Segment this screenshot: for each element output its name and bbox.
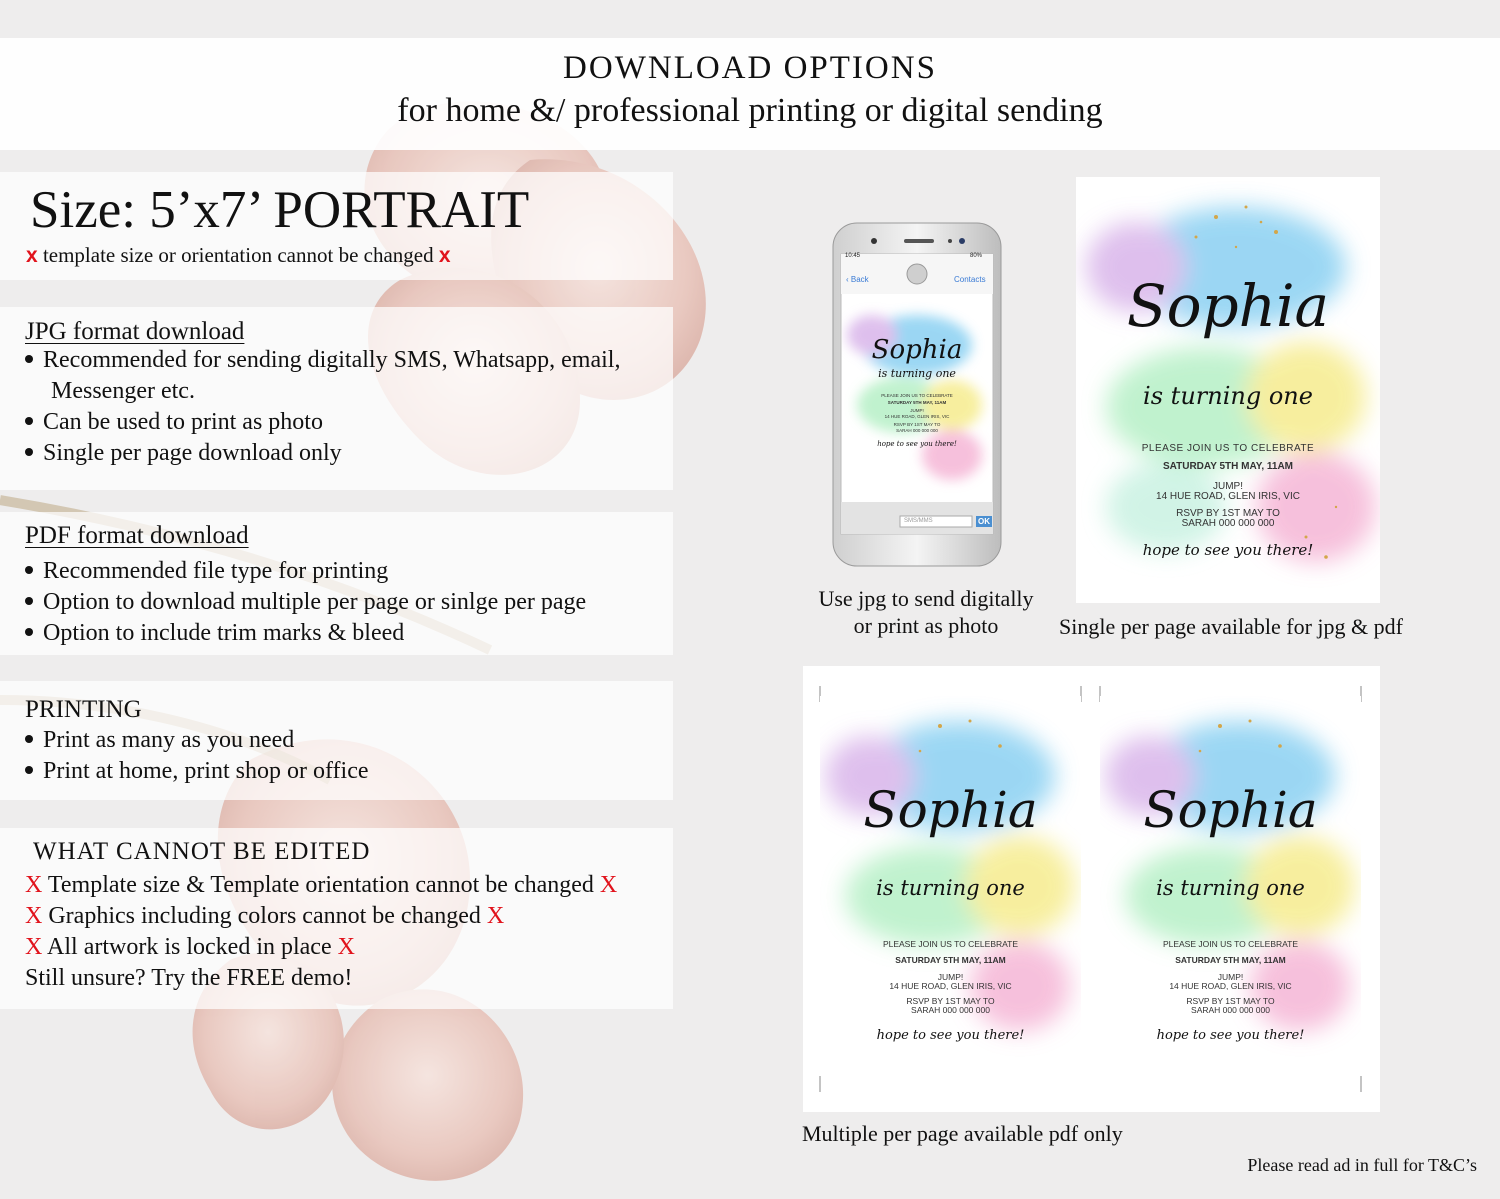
red-x-icon: X [25, 934, 43, 960]
bullet-icon [25, 355, 33, 363]
invitation-line: 14 HUE ROAD, GLEN IRIS, VIC [1169, 981, 1292, 991]
bullet-icon [25, 417, 33, 425]
invitation-line: PLEASE JOIN US TO CELEBRATE [881, 393, 953, 398]
list-item: Can be used to print as photo [25, 409, 323, 436]
cannot-edit-panel [0, 828, 673, 1009]
invitation-line: PLEASE JOIN US TO CELEBRATE [1162, 939, 1299, 949]
invitation-line: SATURDAY 5TH MAY, 11AM [895, 955, 1006, 965]
invitation-line: PLEASE JOIN US TO CELEBRATE [1141, 443, 1315, 454]
phone-ok-button[interactable]: OK [978, 517, 990, 526]
list-item: Recommended file type for printing [25, 558, 388, 585]
list-item: X All artwork is locked in place X [25, 934, 355, 960]
invitation-line: 14 HUE ROAD, GLEN IRIS, VIC [889, 981, 1012, 991]
single-caption: Single per page available for jpg & pdf [1059, 614, 1403, 639]
invitation-line: JUMP! [910, 408, 924, 413]
header-banner [0, 38, 1500, 150]
invitation-line: PLEASE JOIN US TO CELEBRATE [882, 939, 1019, 949]
list-item-continued: Messenger etc. [51, 378, 195, 404]
invitation-line: SARAH 000 000 000 [1191, 1005, 1270, 1015]
invitation-line: JUMP! [1213, 481, 1243, 492]
phone-invitation-preview [842, 295, 992, 501]
invitation-card [1100, 696, 1361, 1060]
invitation-line: RSVP BY 1ST MAY TO [893, 422, 941, 427]
cannot-edit-title: WHAT CANNOT BE EDITED [33, 838, 371, 865]
phone-mockup [832, 222, 1002, 567]
invitation-name: Sophia [863, 781, 1038, 839]
size-note [26, 243, 451, 268]
invitation-closing: hope to see you there! [877, 440, 957, 448]
list-item: Print as many as you need [25, 727, 294, 754]
phone-caption: Use jpg to send digitally or print as photo [818, 586, 1034, 638]
red-x-icon: X [486, 903, 505, 929]
invitation-line: RSVP BY 1ST MAY TO [1176, 508, 1280, 519]
phone-time: 10:45 [845, 253, 861, 259]
bullet-icon [25, 448, 33, 456]
size-note-text: template size or orientation cannot be changed [42, 243, 434, 267]
printing-panel [0, 681, 673, 800]
invitation-closing: hope to see you there! [876, 1028, 1025, 1043]
invitation-line: SATURDAY 5TH MAY, 11AM [1162, 461, 1294, 472]
invitation-closing: hope to see you there! [1156, 1028, 1305, 1043]
bullet-icon [25, 766, 33, 774]
red-x-icon: X [25, 903, 43, 929]
phone-battery: 80% [970, 253, 983, 259]
terms-note: Please read ad in full for T&C’s [1247, 1155, 1477, 1175]
invitation-line: 14 HUE ROAD, GLEN IRIS, VIC [1156, 491, 1300, 502]
multi-page-sheet [803, 666, 1380, 1112]
invitation-line: SATURDAY 5TH MAY, 11AM [887, 400, 947, 405]
bullet-icon [25, 566, 33, 574]
invitation-line: SARAH 000 000 000 [911, 1005, 990, 1015]
printing-title: PRINTING [25, 696, 142, 723]
list-item: Print at home, print shop or office [25, 758, 369, 785]
red-x-icon: X [337, 934, 355, 960]
list-item: Single per page download only [25, 440, 342, 467]
invitation-name: Sophia [871, 335, 963, 365]
bullet-icon [25, 628, 33, 636]
invitation-line: SARAH 000 000 000 [1181, 518, 1275, 529]
invitation-card [820, 696, 1081, 1060]
jpg-title: JPG format download [25, 318, 245, 345]
list-item: Option to download multiple per page or sinlge per page [25, 589, 586, 616]
red-x-icon: X [25, 872, 43, 898]
phone-contacts-button[interactable]: Contacts [954, 275, 986, 284]
red-x-icon: X [599, 872, 618, 898]
invitation-name: Sophia [1143, 781, 1318, 839]
invitation-subtitle: is turning one [1156, 876, 1305, 900]
invitation-line: 14 HUE ROAD, GLEN IRIS, VIC [884, 414, 950, 419]
single-invitation-card [1076, 177, 1380, 603]
watercolor-background [842, 295, 992, 501]
invitation-closing: hope to see you there! [1142, 541, 1314, 559]
multiple-caption: Multiple per page available pdf only [802, 1121, 1123, 1146]
demo-note: Still unsure? Try the FREE demo! [25, 965, 353, 991]
invitation-line: JUMP! [937, 972, 964, 982]
list-item: Recommended for sending digitally SMS, Whatsapp, email, [25, 347, 620, 374]
red-x-icon: x [26, 244, 38, 267]
invitation-line: SATURDAY 5TH MAY, 11AM [1175, 955, 1286, 965]
jpg-panel [0, 307, 673, 490]
invitation-subtitle: is turning one [878, 367, 956, 380]
invitation-subtitle: is turning one [876, 876, 1025, 900]
size-panel [0, 172, 673, 280]
bullet-icon [25, 597, 33, 605]
list-item: Option to include trim marks & bleed [25, 620, 404, 647]
invitation-name: Sophia [1126, 272, 1330, 340]
page-subtitle: for home &/ professional printing or digital sending [397, 92, 1103, 129]
size-title: Size: 5’x7’ PORTRAIT [30, 181, 530, 239]
list-item: X Template size & Template orientation cannot be changed X [25, 872, 618, 898]
red-x-icon: x [438, 244, 451, 267]
bullet-icon [25, 735, 33, 743]
invitation-subtitle: is turning one [1143, 382, 1313, 410]
invitation-line: SARAH 000 000 000 [896, 428, 938, 433]
page-title: DOWNLOAD OPTIONS [563, 50, 937, 86]
list-item: X Graphics including colors cannot be changed X [25, 903, 505, 929]
phone-back-button[interactable]: ‹ Back [846, 275, 869, 284]
invitation-line: RSVP BY 1ST MAY TO [906, 996, 995, 1006]
invitation-line: JUMP! [1217, 972, 1244, 982]
phone-message-input[interactable]: SMS/MMS [904, 518, 933, 524]
pdf-title: PDF format download [25, 522, 249, 549]
invitation-line: RSVP BY 1ST MAY TO [1186, 996, 1275, 1006]
pdf-panel [0, 512, 673, 655]
